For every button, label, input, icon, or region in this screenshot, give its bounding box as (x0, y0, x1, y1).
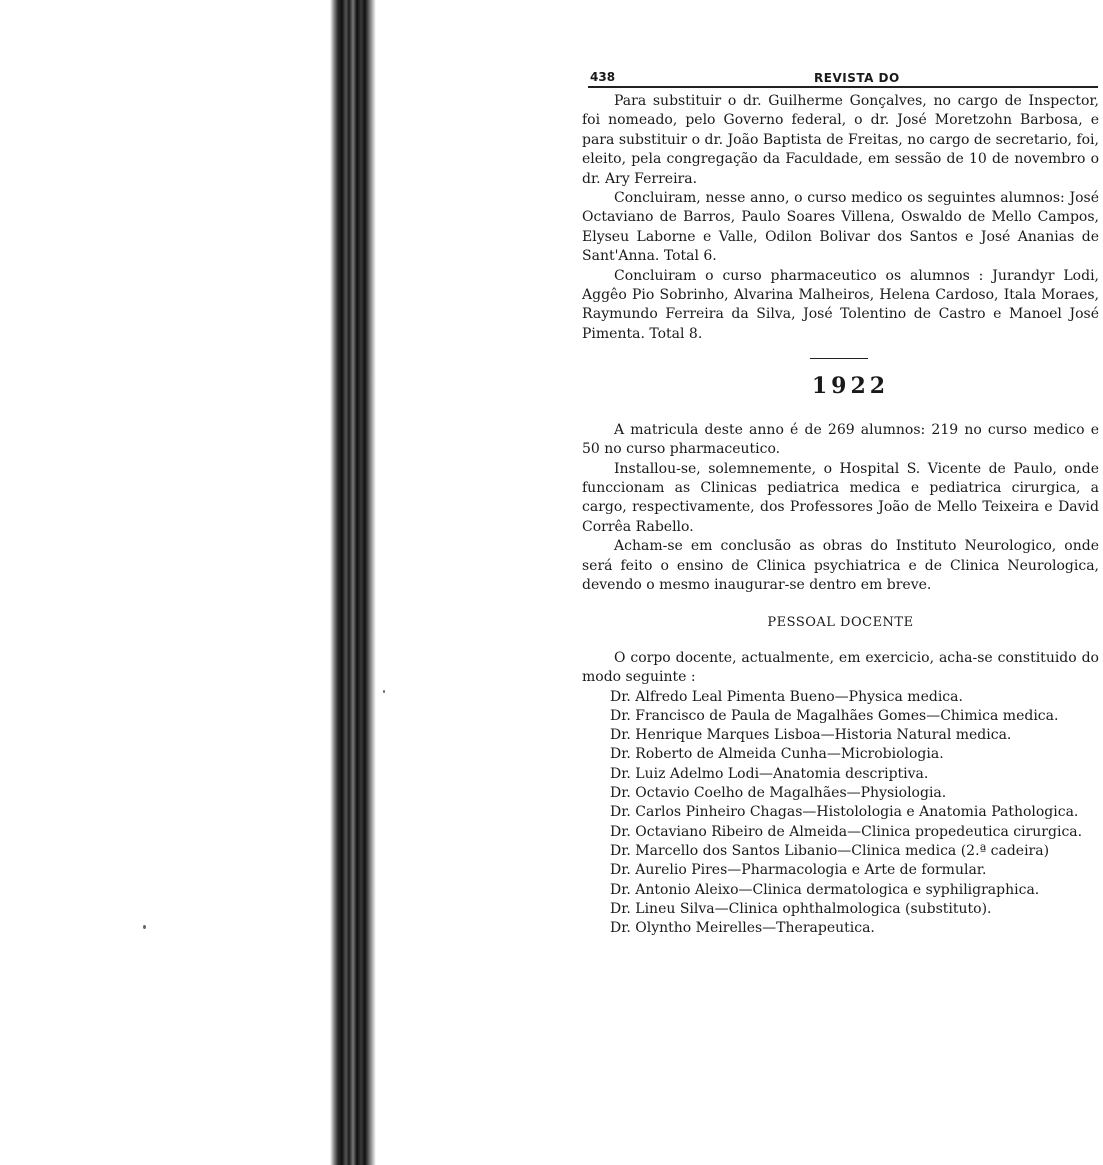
scan-speck (383, 690, 385, 693)
running-title: REVISTA DO (814, 71, 900, 85)
paragraph-hospital: Installou-se, solemnemente, o Hospital S. Vicente de Paulo, onde funccionam as Clinicas pediatrica medica e pediatrica cirurgica, a cargo, respectivamente, dos Professores João de Mello Teixeira e David Corrêa Rabello. (582, 460, 1099, 535)
staff-item: Dr. Roberto de Almeida Cunha—Microbiologia. (610, 746, 944, 763)
paragraph-enrollment: A matricula deste anno é de 269 alumnos: 219 no curso medico e 50 no curso pharmaceutico. (582, 421, 1099, 458)
section-heading: PESSOAL DOCENTE (767, 615, 914, 631)
staff-item: Dr. Antonio Aleixo—Clinica dermatologica e syphiligraphica. (610, 881, 1040, 898)
staff-item: Dr. Alfredo Leal Pimenta Bueno—Physica medica. (610, 688, 963, 705)
staff-item: Dr. Octaviano Ribeiro de Almeida—Clinica propedeutica cirurgica. (610, 823, 1083, 840)
staff-item: Dr. Octavio Coelho de Magalhães—Physiologia. (610, 785, 947, 802)
paragraph-inspector: Para substituir o dr. Guilherme Gonçalves, no cargo de Inspector, foi nomeado, pelo Governo federal, o dr. José Moretzohn Barbosa, e para substituir o dr. João Baptista de Freitas, no cargo de secretario, foi, eleito, pela congregação da Faculdade, em sessão de 10 de novembro o dr. Ary Ferreira. (582, 93, 1099, 187)
staff-item: Dr. Luiz Adelmo Lodi—Anatomia descriptiva. (610, 765, 929, 782)
year-heading: 1922 (811, 373, 890, 400)
running-header (582, 66, 1099, 86)
staff-item: Dr. Carlos Pinheiro Chagas—Histolologia e Anatomia Pathologica. (610, 804, 1079, 821)
book-binding-gutter (330, 0, 376, 1165)
page-number: 438 (590, 70, 616, 84)
staff-item: Dr. Aurelio Pires—Pharmacologia e Arte de formular. (610, 862, 987, 879)
scan-speck (143, 925, 146, 929)
staff-item: Dr. Olyntho Meirelles—Therapeutica. (610, 920, 875, 937)
staff-item: Dr. Henrique Marques Lisboa—Historia Natural medica. (610, 727, 1012, 744)
staff-item: Dr. Francisco de Paula de Magalhães Gomes—Chimica medica. (610, 707, 1059, 724)
staff-intro: O corpo docente, actualmente, em exercicio, acha-se constituido do modo seguinte : (582, 649, 1099, 686)
paragraph-pharmacy-graduates: Concluiram o curso pharmaceutico os alumnos : Jurandyr Lodi, Aggêo Pio Sobrinho, Alvarina Malheiros, Helena Cardoso, Itala Moraes, Raymundo Ferreira da Silva, José Tolentino de Castro e Manoel José Pimenta. Total 8. (582, 267, 1099, 342)
document-page (582, 66, 1099, 938)
paragraph-institute: Acham-se em conclusão as obras do Instituto Neurologico, onde será feito o ensino de Clinica psychiatrica e de Clinica Neurologica, devendo o mesmo inaugurar-se dentro em breve. (582, 538, 1099, 593)
paragraph-medical-graduates: Concluiram, nesse anno, o curso medico os seguintes alumnos: José Octaviano de Barros, Paulo Soares Villena, Oswaldo de Mello Campos, Elyseu Laborne e Valle, Odilon Bolivar dos Santos e José Ananias de Sant'Anna. Total 6. (582, 190, 1099, 265)
staff-list (582, 688, 1099, 939)
staff-item: Dr. Marcello dos Santos Libanio—Clinica medica (2.ª cadeira) (610, 842, 1050, 859)
section-separator (810, 358, 868, 359)
staff-item: Dr. Lineu Silva—Clinica ophthalmologica (substituto). (610, 900, 992, 917)
